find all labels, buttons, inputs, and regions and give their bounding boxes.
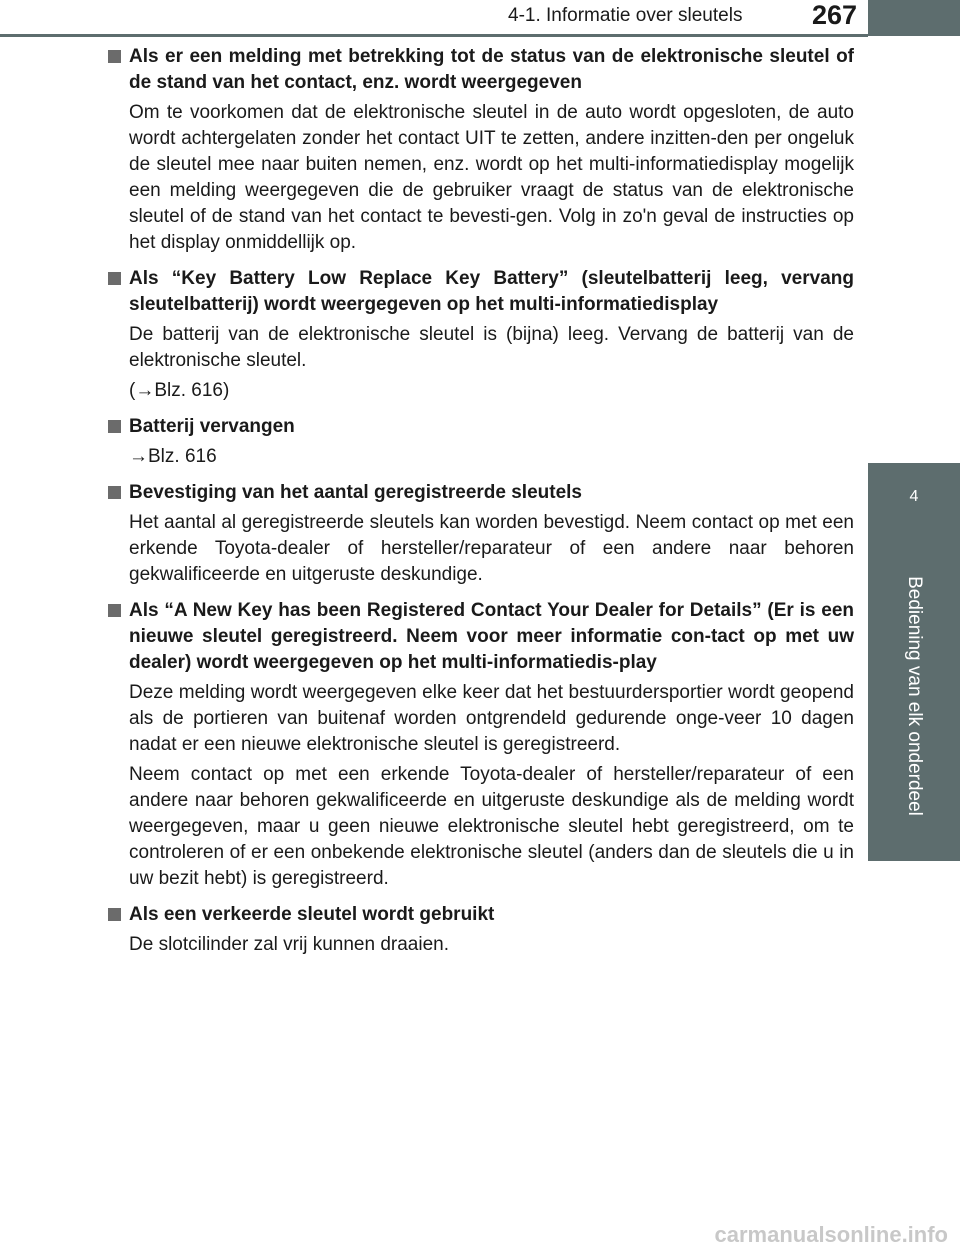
section-heading [108, 44, 854, 96]
section-heading [108, 480, 854, 506]
square-bullet-icon [108, 486, 121, 499]
side-bar-top [868, 0, 960, 36]
square-bullet-icon [108, 604, 121, 617]
square-bullet-icon [108, 272, 121, 285]
page-reference-link[interactable]: →Blz. 616 [129, 446, 217, 467]
section-paragraph: Deze melding wordt weergegeven elke keer dat het bestuurdersportier wordt geopend als de portieren van buitenaf worden ontgrendeld gedurende onge-veer 10 dagen nadat er een nieuwe elektronische sleutel is geregistreerd. [129, 682, 854, 755]
chapter-title: Bediening van elk onderdeel [904, 576, 925, 816]
section-heading-text: Batterij vervangen [129, 416, 295, 437]
section-1 [108, 44, 854, 256]
chapter-title-tab[interactable] [868, 531, 960, 861]
section-paragraph: De batterij van de elektronische sleutel is (bijna) leeg. Vervang de batterij van de elektronische sleutel. [129, 324, 854, 371]
section-heading-text: Als een verkeerde sleutel wordt gebruikt [129, 904, 495, 925]
chapter-number: 4 [909, 488, 919, 505]
section-6 [108, 902, 854, 958]
section-heading-text: Bevestiging van het aantal geregistreerde sleutels [129, 482, 583, 503]
section-paragraph: De slotcilinder zal vrij kunnen draaien. [129, 934, 449, 955]
section-3 [108, 414, 854, 470]
section-5 [108, 598, 854, 892]
chapter-side-bar [868, 0, 960, 1250]
section-paragraph: Neem contact op met een erkende Toyota-dealer of hersteller/reparateur of een andere naar behoren gekwalificeerde en uitgeruste deskundige als de melding wordt weergegeven, maar u geen nieuwe elektronische sleutel hebt geregistreerd, om te controleren of er een onbekende elektronische sleutel (anders dan de sleutels die u in uw bezit hebt) is geregistreerd. [129, 764, 854, 889]
section-paragraph: Om te voorkomen dat de elektronische sleutel in de auto wordt opgesloten, de auto wordt achtergelaten zonder het contact UIT te zetten, andere inzitten-den per ongeluk de sleutel mee naar buiten nemen, enz. wordt op het multi-informatiedisplay mogelijk een melding weergegeven die de gebruiker vraagt de status van de elektronische sleutel of de stand van het contact te bevesti-gen. Volg in zo'n geval de instructies op het display onmiddellijk op. [129, 102, 854, 253]
section-heading [108, 266, 854, 318]
page-content [108, 44, 854, 968]
section-4 [108, 480, 854, 588]
section-heading-text: Als “A New Key has been Registered Contact Your Dealer for Details” (Er is een nieuwe sleutel geregistreerd. Neem voor meer informatie con-tact op met uw dealer) wordt weergegeven op het multi-informatiedis-play [129, 600, 854, 673]
header-section-title: 4-1. Informatie over sleutels [508, 5, 743, 26]
section-heading-text: Als er een melding met betrekking tot de status van de elektronische sleutel of de stand van het contact, enz. wordt weergegeven [129, 46, 854, 93]
page-reference-link[interactable]: (→Blz. 616) [129, 380, 230, 401]
page-header [0, 0, 960, 40]
section-heading [108, 598, 854, 676]
section-heading [108, 902, 854, 928]
square-bullet-icon [108, 420, 121, 433]
page-number: 267 [812, 0, 858, 30]
watermark: carmanualsonline.info [714, 1222, 948, 1247]
header-rule [0, 34, 868, 37]
chapter-number-tab[interactable] [868, 463, 960, 531]
section-2 [108, 266, 854, 404]
section-paragraph: Het aantal al geregistreerde sleutels kan worden bevestigd. Neem contact op met een erkende Toyota-dealer of hersteller/reparateur of een andere naar behoren gekwalificeerde en uitgeruste deskundige. [129, 512, 854, 585]
section-heading-text: Als “Key Battery Low Replace Key Battery” (sleutelbatterij leeg, vervang sleutelbatterij) wordt weergegeven op het multi-informatiedisplay [129, 268, 854, 315]
section-heading [108, 414, 854, 440]
square-bullet-icon [108, 50, 121, 63]
square-bullet-icon [108, 908, 121, 921]
